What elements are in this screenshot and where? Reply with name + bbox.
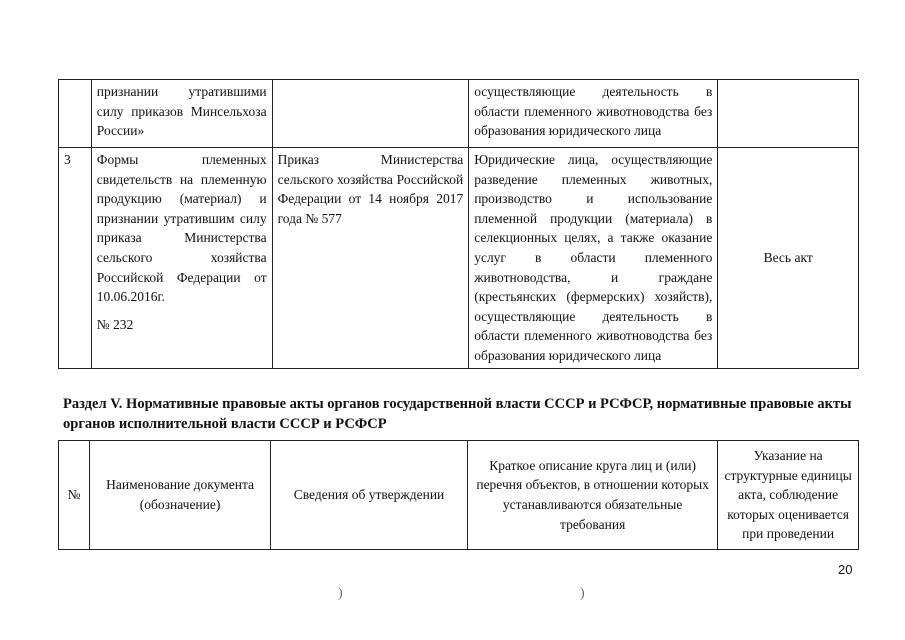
row-number-cell xyxy=(59,80,92,148)
structural-units-cell xyxy=(718,80,859,148)
scan-mark: ) xyxy=(580,586,585,601)
table-header-row xyxy=(59,441,859,550)
document-name-cell: признании утратившими силу приказов Минсельхоза России» xyxy=(91,80,272,148)
scan-mark: ) xyxy=(338,586,343,601)
column-header-scope: Краткое описание круга лиц и (или) перечня объектов, в отношении которых устанавливаются обязательные требования xyxy=(468,441,718,550)
column-header-structural-units: Указание на структурные единицы акта, соблюдение которых оценивается при проведении xyxy=(718,441,859,550)
scope-cell: Юридические лица, осуществляющие разведение племенных животных, производство и использование племенной продукции (материала) в селекционных целях, а также оказание услуг в области племенного животноводства, и граждане (крестьянских (фермерских) хозяйств), осуществляющие деятельность в области племенного животноводства без образования юридического лица xyxy=(469,148,718,369)
column-header-number: № xyxy=(59,441,90,550)
column-header-document-name: Наименование документа (обозначение) xyxy=(90,441,271,550)
document-name-cell xyxy=(91,148,272,369)
document-name-text: Формы племенных свидетельств на племенную продукцию (материал) и признании утратившим силу приказа Министерства сельского хозяйства Российской Федерации от 10.06.2016г. xyxy=(96,152,267,305)
column-header-approval: Сведения об утверждении xyxy=(271,441,468,550)
section-heading: Раздел V. Нормативные правовые акты органов государственной власти СССР и РСФСР, нормативные правовые акты органов исполнительной власти СССР и РСФСР xyxy=(63,396,852,432)
document-number-text: № 232 xyxy=(96,316,134,332)
page-number: 20 xyxy=(838,562,853,577)
row-number-cell: 3 xyxy=(59,148,92,369)
structural-units-cell: Весь акт xyxy=(718,148,859,369)
approval-cell: Приказ Министерства сельского хозяйства Российской Федерации от 14 ноября 2017 года № 577 xyxy=(272,148,469,369)
table-row xyxy=(59,80,859,148)
requirements-table-continued xyxy=(58,79,859,369)
table-row xyxy=(59,148,859,369)
scope-cell: осуществляющие деятельность в области племенного животноводства без образования юридического лица xyxy=(469,80,718,148)
approval-cell xyxy=(272,80,469,148)
section-v-table xyxy=(58,440,859,550)
